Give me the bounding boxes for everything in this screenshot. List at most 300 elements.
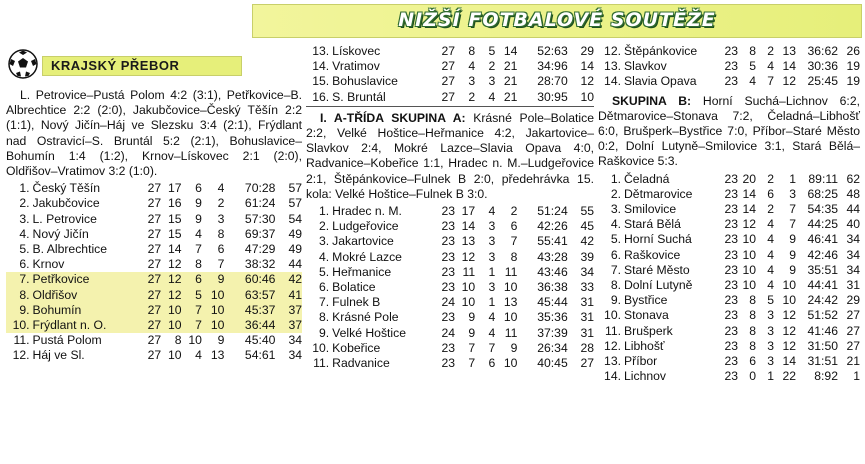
cell-team: Frýdlant n. O. xyxy=(33,318,139,333)
cell-score: 37:39 xyxy=(537,325,568,340)
cell-wins: 7 xyxy=(468,356,476,371)
cell-points: 21 xyxy=(846,354,860,369)
cell-losses: 10 xyxy=(202,288,224,303)
cell-points: 62 xyxy=(846,171,860,186)
cell-losses: 13 xyxy=(782,44,796,58)
table-row xyxy=(306,59,594,74)
table-row xyxy=(6,333,302,348)
cell-wins: 2 xyxy=(468,89,476,104)
cell-rank: 2. xyxy=(319,219,330,234)
cell-losses: 11 xyxy=(504,325,518,340)
krajsky-title-bar xyxy=(42,56,242,76)
cell-score: 43:46 xyxy=(537,264,568,279)
table-row xyxy=(6,212,302,227)
krajsky-header xyxy=(6,44,302,84)
cell-played: 23 xyxy=(724,278,738,293)
cell-points: 54 xyxy=(288,211,302,226)
cell-score: 36:62 xyxy=(807,44,838,58)
cell-team: Smilovice xyxy=(624,202,677,217)
cell-rank: 11. xyxy=(604,323,621,338)
cell-points: 40 xyxy=(846,217,860,232)
cell-points: 39 xyxy=(580,249,594,264)
cell-rank: 5. xyxy=(19,242,30,257)
cell-losses: 14 xyxy=(503,44,518,58)
cell-team: Oldřišov xyxy=(33,288,139,303)
table-row xyxy=(306,74,594,89)
cell-draws: 4 xyxy=(767,278,774,293)
cell-played: 23 xyxy=(441,204,455,219)
cell-losses: 10 xyxy=(202,303,224,318)
cell-losses: 3 xyxy=(217,211,225,226)
table-row xyxy=(598,354,860,369)
cell-losses: 8 xyxy=(510,249,518,264)
cell-rank: 5. xyxy=(319,264,330,279)
cell-losses: 7 xyxy=(789,202,796,217)
cell-draws: 4 xyxy=(767,59,774,74)
cell-wins: 12 xyxy=(461,249,476,264)
cell-rank: 12. xyxy=(604,338,621,353)
cell-rank: 9. xyxy=(6,303,33,318)
cell-team: Stará Bělá xyxy=(624,217,681,232)
cell-played: 23 xyxy=(724,202,738,217)
cell-rank: 1. xyxy=(19,181,30,196)
cell-rank: 7. xyxy=(319,295,330,310)
cell-score: 40:45 xyxy=(537,356,568,371)
skupina-b-results-text: Horní Suchá–Lichnov 6:2, Dětmarovice–Stonava 7:2, Čeladná–Libhošť 6:0, Brušperk–Bystřice 7:0, Příbor–Staré Město 0:2, Dolní Lutyně–Smilovice 3:1, Stará Bělá–Raškovice 5:3. xyxy=(598,93,860,169)
cell-wins: 7 xyxy=(468,340,476,355)
cell-team: B. Albrechtice xyxy=(32,242,108,257)
table-row xyxy=(6,288,302,303)
cell-score: 52:63 xyxy=(537,44,568,58)
cell-played: 23 xyxy=(724,247,738,262)
cell-rank: 12. xyxy=(604,44,621,58)
cell-draws: 4 xyxy=(488,310,496,325)
table-row xyxy=(306,310,594,325)
table-row xyxy=(598,217,860,232)
cell-losses: 7 xyxy=(789,217,796,232)
table-row xyxy=(598,369,860,384)
cell-wins: 20 xyxy=(742,171,756,186)
cell-wins: 14 xyxy=(742,202,756,217)
cell-wins: 8 xyxy=(749,308,756,323)
cell-played: 27 xyxy=(441,44,455,58)
cell-draws: 1 xyxy=(488,295,496,310)
cell-draws: 6 xyxy=(182,272,202,287)
cell-played: 23 xyxy=(724,186,738,201)
cell-wins: 14 xyxy=(461,219,476,234)
cell-losses: 9 xyxy=(789,262,796,277)
cell-team: Slavkov xyxy=(624,59,667,74)
cell-wins: 8 xyxy=(749,323,756,338)
cell-played: 24 xyxy=(441,325,455,340)
cell-points: 34 xyxy=(846,247,860,262)
krajsky-results-text: L. Petrovice–Pustá Polom 4:2 (3:1), Petřkovice–B. Albrechtice 2:2 (2:0), Jakubčovice–Český Těšín 2:2 (1:1), Nový Jičín–Háj ve Slezsku 3:4 (2:1), Frýdlant nad Ostravicí–S. Bruntál 5:2 (2:1), Bohuslavice–Bohumín 1:4 (1:2), Krnov–Lískovec 2:1 (2:0), Oldřišov–Vratimov 3:2 (1:0). xyxy=(6,88,302,179)
cell-losses: 22 xyxy=(782,369,796,384)
cell-draws: 4 xyxy=(488,89,496,104)
cell-team: Brušperk xyxy=(624,323,673,338)
cell-rank: 10. xyxy=(604,308,621,323)
cell-played: 27 xyxy=(441,89,455,104)
cell-points: 37 xyxy=(275,303,302,318)
cell-team: Bohumín xyxy=(33,303,139,318)
cell-score: 45:40 xyxy=(244,333,276,348)
cell-played: 23 xyxy=(441,340,455,355)
cell-wins: 4 xyxy=(468,59,476,74)
cell-score: 31:51 xyxy=(807,354,838,369)
cell-wins: 6 xyxy=(749,354,756,369)
cell-played: 27 xyxy=(441,59,455,74)
krajsky-table-cont xyxy=(306,44,594,105)
cell-losses: 7 xyxy=(510,234,518,249)
cell-team: Jakubčovice xyxy=(32,196,100,211)
cell-wins: 0 xyxy=(749,369,756,384)
table-row xyxy=(598,59,860,74)
cell-wins: 12 xyxy=(167,257,182,272)
krajsky-results xyxy=(6,88,302,179)
cell-wins: 12 xyxy=(161,288,181,303)
cell-score: 34:96 xyxy=(537,59,568,74)
cell-team: Dětmarovice xyxy=(624,186,693,201)
skupina-b-results xyxy=(598,94,860,170)
cell-team: Heřmanice xyxy=(332,264,392,279)
cell-played: 23 xyxy=(724,308,738,323)
table-row xyxy=(6,242,302,257)
cell-rank: 1. xyxy=(319,204,330,219)
cell-draws: 9 xyxy=(195,196,202,211)
cell-score: 38:32 xyxy=(244,257,276,272)
cell-rank: 1. xyxy=(610,171,621,186)
cell-team: Raškovice xyxy=(624,247,681,262)
cell-draws: 10 xyxy=(188,333,202,348)
cell-score: 26:34 xyxy=(537,340,568,355)
cell-rank: 9. xyxy=(610,293,621,308)
cell-played: 27 xyxy=(147,226,162,241)
cell-points: 12 xyxy=(580,74,594,89)
cell-score: 36:44 xyxy=(224,318,275,333)
cell-wins: 12 xyxy=(161,272,181,287)
cell-losses: 8 xyxy=(217,226,225,241)
table-row xyxy=(598,293,860,308)
cell-rank: 14. xyxy=(604,369,621,384)
cell-rank: 4. xyxy=(610,217,621,232)
cell-wins: 10 xyxy=(742,262,756,277)
cell-team: Háj ve Sl. xyxy=(32,348,85,363)
table-row xyxy=(306,295,594,310)
cell-wins: 3 xyxy=(468,74,476,89)
cell-losses: 9 xyxy=(217,333,225,348)
cell-rank: 16. xyxy=(312,89,330,104)
cell-team: Bohuslavice xyxy=(332,74,398,89)
cell-rank: 4. xyxy=(319,249,330,264)
cell-losses: 9 xyxy=(789,247,796,262)
cell-losses: 10 xyxy=(503,280,518,295)
cell-rank: 2. xyxy=(610,186,621,201)
cell-score: 70:28 xyxy=(244,181,276,196)
cell-losses: 3 xyxy=(789,186,796,201)
cell-rank: 14. xyxy=(312,59,330,74)
cell-team: Stonava xyxy=(624,308,669,323)
cell-score: 31:50 xyxy=(807,338,838,353)
cell-rank: 8. xyxy=(6,288,33,303)
table-row xyxy=(306,234,594,249)
cell-rank: 6. xyxy=(19,257,30,272)
cell-wins: 11 xyxy=(462,264,476,279)
cell-losses: 9 xyxy=(202,272,224,287)
cell-points: 31 xyxy=(846,278,860,293)
cell-played: 27 xyxy=(147,211,162,226)
cell-score: 47:29 xyxy=(244,242,276,257)
cell-draws: 2 xyxy=(767,44,774,58)
cell-played: 23 xyxy=(724,171,738,186)
cell-draws: 6 xyxy=(195,181,202,196)
banner-title: NIŽŠÍ FOTBALOVÉ SOUTĚŽE xyxy=(398,9,716,31)
cell-played: 27 xyxy=(147,333,162,348)
cell-wins: 8 xyxy=(749,44,756,58)
cell-wins: 10 xyxy=(742,247,756,262)
cell-team: Horní Suchá xyxy=(624,232,692,247)
cell-score: 42:46 xyxy=(807,247,838,262)
table-row xyxy=(306,204,594,219)
cell-score: 25:45 xyxy=(807,74,838,89)
cell-played: 23 xyxy=(441,280,455,295)
cell-points: 44 xyxy=(846,202,860,217)
cell-played: 23 xyxy=(724,323,738,338)
cell-draws: 6 xyxy=(488,356,496,371)
cell-rank: 13. xyxy=(604,354,621,369)
cell-score: 61:24 xyxy=(244,196,276,211)
table-row xyxy=(306,219,594,234)
cell-wins: 10 xyxy=(161,318,181,333)
cell-team: Český Těšín xyxy=(32,181,101,196)
cell-score: 35:51 xyxy=(807,262,838,277)
cell-wins: 4 xyxy=(749,74,756,89)
krajsky-table xyxy=(6,181,302,363)
cell-draws: 4 xyxy=(195,348,202,363)
table-row xyxy=(306,341,594,356)
cell-losses: 6 xyxy=(510,219,518,234)
cell-draws: 2 xyxy=(488,59,496,74)
cell-losses: 10 xyxy=(503,310,518,325)
cell-wins: 9 xyxy=(468,310,476,325)
cell-played: 23 xyxy=(724,354,738,369)
cell-losses: 14 xyxy=(782,354,796,369)
cell-rank: 9. xyxy=(319,325,330,340)
cell-played: 23 xyxy=(724,59,738,74)
football-icon xyxy=(8,49,38,79)
cell-points: 31 xyxy=(580,295,594,310)
cell-rank: 15. xyxy=(312,74,330,89)
trida-a-table xyxy=(306,204,594,371)
section-banner xyxy=(252,4,862,38)
cell-draws: 2 xyxy=(767,171,774,186)
cell-played: 23 xyxy=(724,232,738,247)
cell-team: Velké Hoštice xyxy=(332,325,407,340)
cell-played: 23 xyxy=(724,262,738,277)
cell-draws: 3 xyxy=(488,74,496,89)
cell-team: Slavia Opava xyxy=(624,74,697,89)
cell-points: 31 xyxy=(580,325,594,340)
table-row xyxy=(598,74,860,89)
cell-points: 48 xyxy=(846,186,860,201)
table-row xyxy=(598,172,860,187)
cell-rank: 6. xyxy=(319,280,330,295)
cell-score: 45:44 xyxy=(537,295,568,310)
cell-rank: 3. xyxy=(19,211,30,226)
cell-points: 41 xyxy=(275,288,302,303)
cell-losses: 6 xyxy=(217,242,225,257)
cell-score: 24:42 xyxy=(807,293,838,308)
cell-rank: 11. xyxy=(313,356,330,371)
table-row xyxy=(306,44,594,59)
cell-points: 27 xyxy=(580,356,594,371)
trida-a-table-cont xyxy=(598,44,860,90)
cell-points: 1 xyxy=(853,369,860,384)
cell-team: Kobeřice xyxy=(332,340,381,355)
cell-played: 27 xyxy=(139,272,161,287)
cell-score: 36:38 xyxy=(537,280,568,295)
cell-rank: 3. xyxy=(319,234,330,249)
cell-score: 51:52 xyxy=(807,308,838,323)
cell-score: 44:25 xyxy=(807,217,838,232)
cell-wins: 10 xyxy=(461,295,476,310)
cell-losses: 12 xyxy=(782,308,796,323)
cell-score: 55:41 xyxy=(537,234,568,249)
cell-points: 57 xyxy=(288,181,302,196)
cell-losses: 10 xyxy=(503,356,518,371)
cell-wins: 15 xyxy=(167,211,182,226)
cell-draws: 4 xyxy=(767,217,774,232)
cell-draws: 2 xyxy=(767,202,774,217)
cell-score: 41:46 xyxy=(807,323,838,338)
cell-wins: 8 xyxy=(174,333,182,348)
cell-rank: 4. xyxy=(19,226,30,241)
cell-score: 68:25 xyxy=(807,186,838,201)
cell-rank: 6. xyxy=(610,247,621,262)
table-row xyxy=(6,348,302,363)
cell-draws: 4 xyxy=(488,204,496,219)
cell-draws: 5 xyxy=(767,293,774,308)
cell-played: 23 xyxy=(724,44,738,58)
cell-wins: 12 xyxy=(742,217,756,232)
cell-losses: 10 xyxy=(782,278,796,293)
cell-team: Štěpánkovice xyxy=(624,44,698,58)
cell-team: Čeladná xyxy=(624,171,670,186)
cell-team: Jakartovice xyxy=(332,234,394,249)
cell-draws: 5 xyxy=(182,288,202,303)
cell-wins: 5 xyxy=(749,59,756,74)
cell-score: 42:26 xyxy=(537,219,568,234)
cell-score: 35:36 xyxy=(537,310,568,325)
cell-team: Vratimov xyxy=(332,59,380,74)
column-2 xyxy=(306,44,594,371)
cell-points: 42 xyxy=(275,272,302,287)
skupina-b-table xyxy=(598,172,860,385)
cell-draws: 4 xyxy=(767,232,774,247)
cell-points: 49 xyxy=(288,226,302,241)
cell-wins: 8 xyxy=(749,338,756,353)
cell-losses: 2 xyxy=(217,196,225,211)
cell-team: S. Bruntál xyxy=(332,89,386,104)
cell-played: 27 xyxy=(147,348,162,363)
cell-played: 27 xyxy=(147,196,162,211)
cell-points: 57 xyxy=(288,196,302,211)
cell-team: Radvanice xyxy=(332,356,390,371)
table-row xyxy=(306,250,594,265)
cell-team: Libhošť xyxy=(624,338,665,353)
cell-points: 34 xyxy=(846,232,860,247)
cell-points: 14 xyxy=(580,59,594,74)
cell-team: Krnov xyxy=(32,257,65,272)
table-row xyxy=(6,196,302,211)
cell-losses: 21 xyxy=(503,89,518,104)
cell-points: 42 xyxy=(580,234,594,249)
table-row xyxy=(6,181,302,196)
cell-team: Bolatice xyxy=(332,280,376,295)
cell-draws: 7 xyxy=(767,74,774,89)
cell-losses: 14 xyxy=(782,59,796,74)
column-1 xyxy=(6,44,302,364)
cell-draws: 7 xyxy=(195,242,202,257)
cell-losses: 1 xyxy=(789,171,796,186)
cell-wins: 10 xyxy=(161,303,181,318)
table-row xyxy=(598,308,860,323)
cell-team: Dolní Lutyně xyxy=(624,278,693,293)
cell-points: 31 xyxy=(580,310,594,325)
cell-draws: 3 xyxy=(767,323,774,338)
cell-score: 54:35 xyxy=(807,202,838,217)
cell-wins: 14 xyxy=(167,242,182,257)
cell-wins: 10 xyxy=(742,232,756,247)
cell-wins: 9 xyxy=(468,325,476,340)
cell-rank: 10. xyxy=(6,318,33,333)
cell-played: 23 xyxy=(441,249,455,264)
cell-draws: 3 xyxy=(767,308,774,323)
cell-score: 51:24 xyxy=(537,204,568,219)
cell-rank: 3. xyxy=(610,202,621,217)
cell-played: 23 xyxy=(441,219,455,234)
cell-rank: 8. xyxy=(610,278,621,293)
cell-points: 49 xyxy=(288,242,302,257)
cell-points: 29 xyxy=(846,293,860,308)
cell-played: 23 xyxy=(724,338,738,353)
cell-wins: 10 xyxy=(167,348,182,363)
cell-played: 27 xyxy=(139,318,161,333)
cell-losses: 7 xyxy=(217,257,225,272)
cell-played: 27 xyxy=(441,74,455,89)
cell-points: 10 xyxy=(580,89,594,104)
cell-score: 60:46 xyxy=(224,272,275,287)
cell-points: 28 xyxy=(580,340,594,355)
table-row xyxy=(306,90,594,105)
column-3 xyxy=(598,44,860,384)
cell-played: 23 xyxy=(724,217,738,232)
table-row xyxy=(6,272,302,287)
cell-wins: 8 xyxy=(749,293,756,308)
cell-rank: 8. xyxy=(319,310,330,325)
cell-score: 69:37 xyxy=(244,226,276,241)
cell-rank: 7. xyxy=(6,272,33,287)
cell-losses: 9 xyxy=(510,340,518,355)
cell-rank: 12. xyxy=(12,348,30,363)
cell-losses: 13 xyxy=(210,348,225,363)
cell-played: 23 xyxy=(724,293,738,308)
cell-team: Fulnek B xyxy=(332,295,381,310)
table-row xyxy=(598,324,860,339)
cell-wins: 13 xyxy=(461,234,476,249)
table-row xyxy=(306,265,594,280)
cell-points: 19 xyxy=(846,59,860,74)
cell-draws: 4 xyxy=(767,247,774,262)
